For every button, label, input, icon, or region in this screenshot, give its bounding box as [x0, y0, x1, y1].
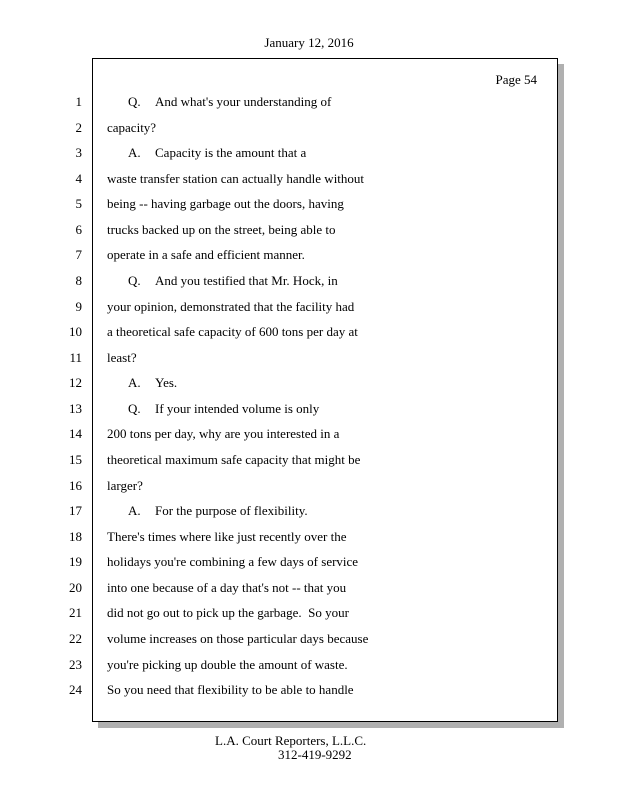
transcript-line	[107, 350, 137, 366]
line-number: 8	[75, 272, 82, 288]
transcript-line	[107, 324, 358, 340]
line-number: 7	[75, 247, 82, 263]
line-text: a theoretical safe capacity of 600 tons per day at	[107, 324, 358, 340]
line-text: trucks backed up on the street, being able to	[107, 221, 336, 237]
line-text: Capacity is the amount that a	[155, 145, 307, 161]
line-number: 11	[69, 349, 82, 365]
line-text: volume increases on those particular days because	[107, 630, 369, 646]
footer-phone: 312-419-9292	[278, 747, 352, 762]
line-number: 9	[75, 298, 82, 314]
line-text: Yes.	[155, 375, 178, 391]
transcript-line	[107, 222, 336, 238]
transcript-line	[107, 196, 344, 212]
line-text: least?	[107, 349, 137, 365]
transcript-line	[107, 171, 364, 187]
line-number: 3	[75, 145, 82, 161]
line-number: 17	[69, 503, 82, 519]
line-number: 4	[75, 170, 82, 186]
line-number: 13	[69, 400, 82, 416]
line-number: 19	[69, 554, 82, 570]
transcript-line	[128, 273, 338, 289]
transcript-line	[107, 605, 349, 621]
line-text: into one because of a day that's not -- that you	[107, 579, 347, 595]
transcript-line	[128, 401, 319, 417]
line-number: 1	[75, 94, 82, 109]
line-number: 21	[69, 605, 82, 621]
transcript-line	[128, 375, 177, 391]
line-number: 12	[69, 375, 82, 391]
transcript-line	[107, 247, 305, 263]
line-number: 5	[75, 196, 82, 212]
line-number: 20	[69, 579, 82, 595]
transcript-line	[128, 94, 331, 110]
line-text: And what's your understanding of	[155, 94, 332, 109]
transcript-line	[107, 682, 354, 698]
page-number: Page 54	[495, 72, 537, 87]
qa-marker: Q.	[128, 94, 141, 109]
transcript-line	[107, 657, 348, 673]
transcript-line	[107, 631, 368, 647]
footer-company: L.A. Court Reporters, L.L.C.	[215, 733, 367, 748]
line-number: 23	[69, 656, 82, 672]
line-number: 10	[69, 324, 82, 340]
line-text: theoretical maximum safe capacity that might be	[107, 451, 361, 467]
line-text: waste transfer station can actually handle without	[107, 170, 365, 186]
line-number: 22	[69, 630, 82, 646]
line-text: you're picking up double the amount of waste.	[107, 656, 348, 672]
qa-marker: A.	[128, 375, 141, 391]
line-text: So you need that flexibility to be able to handle	[107, 682, 354, 698]
line-text: And you testified that Mr. Hock, in	[155, 272, 338, 288]
qa-marker: A.	[128, 503, 141, 519]
line-text: your opinion, demonstrated that the facility had	[107, 298, 355, 314]
qa-marker: A.	[128, 145, 141, 161]
transcript-line	[107, 580, 346, 596]
header-date: January 12, 2016	[264, 35, 354, 50]
line-text: operate in a safe and efficient manner.	[107, 247, 305, 263]
line-text: did not go out to pick up the garbage. So your	[107, 605, 349, 621]
transcript-line	[107, 299, 354, 315]
line-text: being -- having garbage out the doors, having	[107, 196, 344, 212]
line-text: larger?	[107, 477, 143, 493]
line-number: 14	[69, 426, 82, 442]
line-text: 200 tons per day, why are you interested in a	[107, 426, 340, 442]
transcript-line	[128, 503, 308, 519]
line-text: For the purpose of flexibility.	[155, 503, 308, 519]
transcript-line	[107, 478, 143, 494]
line-number: 15	[69, 451, 82, 467]
qa-marker: Q.	[128, 272, 141, 288]
transcript-line	[107, 529, 347, 545]
line-number: 16	[69, 477, 82, 493]
transcript-line	[107, 452, 360, 468]
line-text: holidays you're combining a few days of service	[107, 554, 359, 570]
line-text: There's times where like just recently over the	[107, 528, 347, 544]
transcript-line	[128, 145, 306, 161]
line-text: capacity?	[107, 119, 157, 135]
qa-marker: Q.	[128, 400, 141, 416]
line-number: 18	[69, 528, 82, 544]
line-number: 2	[75, 119, 82, 135]
line-number: 24	[69, 682, 82, 698]
transcript-line	[107, 426, 339, 442]
transcript-line	[107, 554, 358, 570]
transcript-line	[107, 120, 156, 136]
line-text: If your intended volume is only	[155, 400, 320, 416]
line-number: 6	[75, 221, 82, 237]
